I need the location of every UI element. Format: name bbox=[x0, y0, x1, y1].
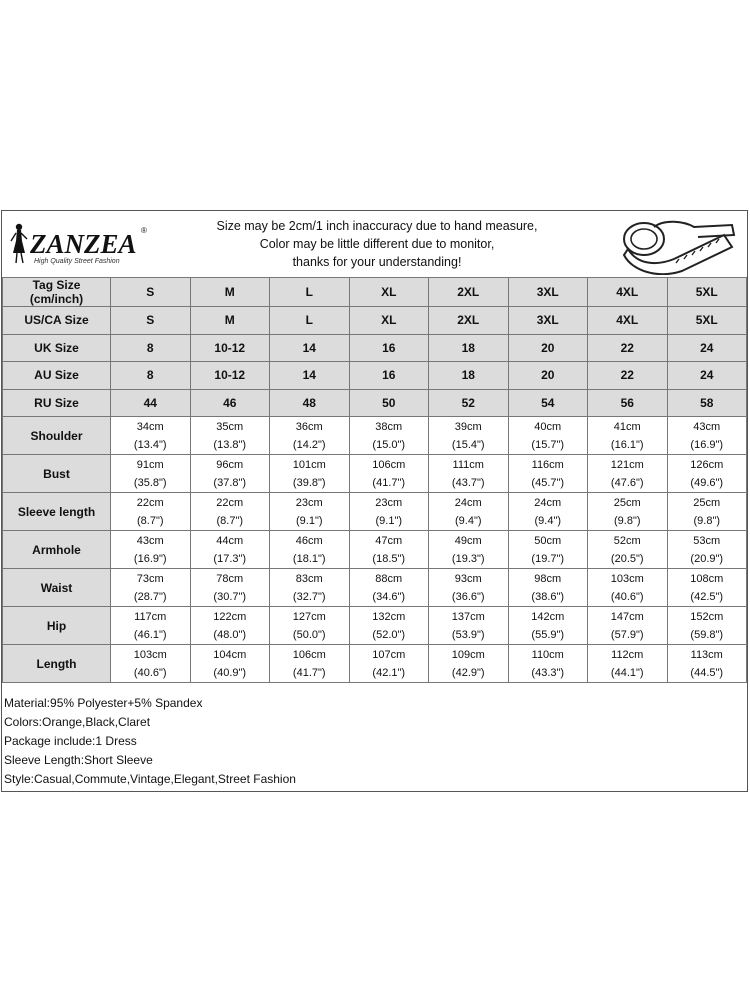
cm-value: 103cm bbox=[133, 648, 167, 661]
row-label: US/CA Size bbox=[3, 307, 111, 335]
inch-value: (40.6") bbox=[133, 666, 167, 679]
cm-value: 43cm bbox=[693, 420, 721, 433]
inch-value: (38.6") bbox=[531, 590, 565, 603]
size-cell: M bbox=[190, 307, 270, 335]
size-cell: 8 bbox=[111, 334, 191, 362]
inch-value: (59.8") bbox=[690, 628, 724, 641]
cm-value: 24cm bbox=[534, 496, 562, 509]
size-cell: XL bbox=[349, 307, 429, 335]
measurement-cell bbox=[349, 531, 429, 569]
size-header-m: M bbox=[190, 278, 270, 307]
inch-value: (30.7") bbox=[213, 590, 247, 603]
inch-value: (42.9") bbox=[451, 666, 485, 679]
inch-value: (9.1") bbox=[375, 514, 403, 527]
inch-value: (34.6") bbox=[372, 590, 406, 603]
cm-value: 83cm bbox=[295, 572, 323, 585]
measurement-cell bbox=[349, 493, 429, 531]
inch-value: (53.9") bbox=[451, 628, 485, 641]
inch-value: (44.1") bbox=[610, 666, 644, 679]
inch-value: (15.4") bbox=[451, 438, 485, 451]
inch-value: (50.0") bbox=[292, 628, 326, 641]
inch-value: (19.3") bbox=[451, 552, 485, 565]
size-cell: 10-12 bbox=[190, 362, 270, 390]
sleeve-info: Sleeve Length:Short Sleeve bbox=[4, 753, 153, 767]
cm-value: 147cm bbox=[610, 610, 644, 623]
cm-value: 91cm bbox=[136, 458, 164, 471]
size-cell: 50 bbox=[349, 389, 429, 417]
measurement-cell bbox=[349, 607, 429, 645]
size-cell: 54 bbox=[508, 389, 588, 417]
inch-value: (57.9") bbox=[610, 628, 644, 641]
inch-value: (9.1") bbox=[295, 514, 323, 527]
notice-line-2: Color may be little different due to monitor, bbox=[259, 237, 495, 251]
table-row bbox=[3, 607, 747, 645]
size-table-body bbox=[3, 278, 747, 683]
measurement-cell bbox=[508, 531, 588, 569]
inch-value: (8.7") bbox=[216, 514, 244, 527]
cm-value: 22cm bbox=[216, 496, 244, 509]
cm-value: 50cm bbox=[534, 534, 562, 547]
cm-value: 22cm bbox=[136, 496, 164, 509]
notice-line-3: thanks for your understanding! bbox=[292, 255, 462, 269]
cm-value: 142cm bbox=[531, 610, 565, 623]
inch-value: (32.7") bbox=[292, 590, 326, 603]
inch-value: (42.5") bbox=[690, 590, 724, 603]
cm-value: 53cm bbox=[693, 534, 721, 547]
size-cell: 4XL bbox=[588, 307, 668, 335]
size-cell: 24 bbox=[667, 362, 747, 390]
brand-tagline: High Quality Street Fashion bbox=[34, 258, 120, 265]
inch-value: (16.9") bbox=[133, 552, 167, 565]
measurement-cell bbox=[508, 569, 588, 607]
measurement-cell bbox=[349, 645, 429, 683]
cm-value: 117cm bbox=[134, 610, 167, 623]
measurement-cell bbox=[111, 493, 191, 531]
measurement-label: Waist bbox=[3, 569, 111, 607]
size-cell: 58 bbox=[667, 389, 747, 417]
measurement-cell bbox=[111, 645, 191, 683]
measurement-cell bbox=[667, 455, 747, 493]
cm-value: 111cm bbox=[452, 458, 484, 471]
inch-value: (9.4") bbox=[454, 514, 482, 527]
cm-value: 73cm bbox=[136, 572, 164, 585]
size-cell: 48 bbox=[270, 389, 350, 417]
inch-value: (18.5") bbox=[372, 552, 406, 565]
measurement-cell bbox=[588, 531, 668, 569]
inch-value: (42.1") bbox=[372, 666, 406, 679]
inch-value: (41.7") bbox=[292, 666, 326, 679]
inch-value: (20.9") bbox=[690, 552, 724, 565]
size-cell: 52 bbox=[429, 389, 509, 417]
measurement-cell bbox=[190, 531, 270, 569]
measurement-cell bbox=[667, 493, 747, 531]
measurement-cell bbox=[588, 645, 668, 683]
measurement-cell bbox=[190, 493, 270, 531]
cm-value: 23cm bbox=[375, 496, 403, 509]
size-cell: 44 bbox=[111, 389, 191, 417]
size-cell: 14 bbox=[270, 334, 350, 362]
cm-value: 126cm bbox=[690, 458, 724, 471]
inch-value: (40.9") bbox=[213, 666, 247, 679]
measurement-cell bbox=[508, 455, 588, 493]
style-info: Style:Casual,Commute,Vintage,Elegant,Street Fashion bbox=[4, 772, 296, 786]
measurement-cell bbox=[429, 531, 509, 569]
material-info: Material:95% Polyester+5% Spandex bbox=[4, 696, 203, 710]
cm-value: 112cm bbox=[611, 648, 644, 661]
size-cell: S bbox=[111, 307, 191, 335]
inch-value: (20.5") bbox=[610, 552, 644, 565]
size-cell: 24 bbox=[667, 334, 747, 362]
measurement-cell bbox=[190, 455, 270, 493]
package-info: Package include:1 Dress bbox=[4, 734, 137, 748]
inch-value: (9.8") bbox=[693, 514, 721, 527]
inch-value: (16.1") bbox=[610, 438, 644, 451]
measurement-cell bbox=[190, 569, 270, 607]
measurement-cell bbox=[111, 607, 191, 645]
inch-value: (45.7") bbox=[531, 476, 565, 489]
cm-value: 38cm bbox=[375, 420, 403, 433]
inch-value: (28.7") bbox=[133, 590, 167, 603]
table-row bbox=[3, 278, 747, 307]
cm-value: 104cm bbox=[213, 648, 247, 661]
cm-value: 88cm bbox=[375, 572, 403, 585]
measurement-cell bbox=[588, 493, 668, 531]
measurement-cell bbox=[190, 607, 270, 645]
measurement-cell bbox=[508, 607, 588, 645]
size-cell: L bbox=[270, 307, 350, 335]
cm-value: 78cm bbox=[216, 572, 244, 585]
cm-value: 106cm bbox=[292, 648, 326, 661]
inch-value: (46.1") bbox=[133, 628, 167, 641]
measurement-cell bbox=[588, 417, 668, 455]
size-chart-header bbox=[2, 211, 747, 278]
inch-value: (14.2") bbox=[292, 438, 326, 451]
cm-value: 122cm bbox=[213, 610, 247, 623]
inch-value: (13.4") bbox=[133, 438, 167, 451]
measurement-cell bbox=[270, 417, 350, 455]
cm-value: 137cm bbox=[451, 610, 485, 623]
cm-value: 23cm bbox=[295, 496, 323, 509]
measurement-cell bbox=[508, 493, 588, 531]
measurement-cell bbox=[270, 607, 350, 645]
cm-value: 25cm bbox=[613, 496, 641, 509]
size-cell: 10-12 bbox=[190, 334, 270, 362]
inch-value: (43.7") bbox=[451, 476, 485, 489]
measurement-cell bbox=[349, 417, 429, 455]
measurement-cell bbox=[667, 645, 747, 683]
measurement-cell bbox=[667, 417, 747, 455]
cm-value: 46cm bbox=[295, 534, 323, 547]
cm-value: 109cm bbox=[451, 648, 485, 661]
size-header-5xl: 5XL bbox=[667, 278, 747, 307]
inch-value: (17.3") bbox=[213, 552, 247, 565]
size-cell: 56 bbox=[588, 389, 668, 417]
inch-value: (49.6") bbox=[690, 476, 724, 489]
measurement-cell bbox=[429, 417, 509, 455]
brand-name: ZANZEA bbox=[30, 229, 137, 259]
measurement-cell bbox=[270, 569, 350, 607]
table-row bbox=[3, 531, 747, 569]
cm-value: 52cm bbox=[613, 534, 641, 547]
inch-value: (52.0") bbox=[372, 628, 406, 641]
cm-value: 93cm bbox=[454, 572, 482, 585]
measurement-label: Armhole bbox=[3, 531, 111, 569]
product-info bbox=[4, 694, 744, 789]
size-cell: 5XL bbox=[667, 307, 747, 335]
size-cell: 18 bbox=[429, 362, 509, 390]
measurement-cell bbox=[667, 531, 747, 569]
table-row bbox=[3, 455, 747, 493]
row-label: AU Size bbox=[3, 362, 111, 390]
measurement-cell bbox=[667, 607, 747, 645]
table-row bbox=[3, 307, 747, 335]
cm-value: 36cm bbox=[295, 420, 323, 433]
measurement-cell bbox=[270, 645, 350, 683]
size-header-3xl: 3XL bbox=[508, 278, 588, 307]
measurement-cell bbox=[349, 569, 429, 607]
inch-value: (44.5") bbox=[690, 666, 724, 679]
size-chart bbox=[1, 210, 748, 792]
measurement-label: Shoulder bbox=[3, 417, 111, 455]
measurement-label: Bust bbox=[3, 455, 111, 493]
colors-info: Colors:Orange,Black,Claret bbox=[4, 715, 151, 729]
table-row bbox=[3, 493, 747, 531]
tag-size-header: Tag Size (cm/inch) bbox=[3, 278, 111, 307]
size-cell: 22 bbox=[588, 334, 668, 362]
measurement-cell bbox=[588, 569, 668, 607]
cm-value: 127cm bbox=[292, 610, 326, 623]
measurement-cell bbox=[111, 455, 191, 493]
cm-value: 101cm bbox=[292, 458, 326, 471]
inch-value: (19.7") bbox=[531, 552, 565, 565]
inch-value: (36.6") bbox=[451, 590, 485, 603]
cm-value: 44cm bbox=[216, 534, 244, 547]
measurement-cell bbox=[588, 455, 668, 493]
table-row bbox=[3, 645, 747, 683]
size-header-s: S bbox=[111, 278, 191, 307]
measurement-cell bbox=[667, 569, 747, 607]
cm-value: 25cm bbox=[693, 496, 721, 509]
inch-value: (35.8") bbox=[133, 476, 167, 489]
table-row bbox=[3, 417, 747, 455]
size-header-4xl: 4XL bbox=[588, 278, 668, 307]
inch-value: (43.3") bbox=[531, 666, 565, 679]
measurement-cell bbox=[508, 645, 588, 683]
inch-value: (16.9") bbox=[690, 438, 724, 451]
measurement-cell bbox=[270, 493, 350, 531]
measurement-cell bbox=[111, 531, 191, 569]
inch-value: (8.7") bbox=[136, 514, 164, 527]
size-cell: 8 bbox=[111, 362, 191, 390]
cm-value: 43cm bbox=[136, 534, 164, 547]
size-cell: 16 bbox=[349, 334, 429, 362]
size-cell: 16 bbox=[349, 362, 429, 390]
measurement-label: Sleeve length bbox=[3, 493, 111, 531]
size-cell: 22 bbox=[588, 362, 668, 390]
cm-value: 34cm bbox=[136, 420, 164, 433]
inch-value: (13.8") bbox=[213, 438, 247, 451]
cm-value: 108cm bbox=[690, 572, 724, 585]
measurement-cell bbox=[429, 607, 509, 645]
measuring-tape-icon bbox=[614, 213, 742, 275]
cm-value: 152cm bbox=[690, 610, 724, 623]
inch-value: (47.6") bbox=[610, 476, 644, 489]
cm-value: 41cm bbox=[613, 420, 641, 433]
measurement-cell bbox=[588, 607, 668, 645]
cm-value: 121cm bbox=[610, 458, 644, 471]
cm-value: 107cm bbox=[372, 648, 406, 661]
cm-value: 47cm bbox=[375, 534, 403, 547]
inch-value: (9.4") bbox=[534, 514, 562, 527]
inch-value: (15.0") bbox=[372, 438, 406, 451]
cm-value: 116cm bbox=[531, 458, 564, 471]
cm-value: 35cm bbox=[216, 420, 244, 433]
measurement-cell bbox=[111, 417, 191, 455]
table-row bbox=[3, 362, 747, 390]
size-cell: 3XL bbox=[508, 307, 588, 335]
inch-value: (41.7") bbox=[372, 476, 406, 489]
measurement-cell bbox=[429, 455, 509, 493]
measurement-cell bbox=[349, 455, 429, 493]
size-cell: 46 bbox=[190, 389, 270, 417]
cm-value: 40cm bbox=[534, 420, 562, 433]
measurement-cell bbox=[270, 455, 350, 493]
size-header-xl: XL bbox=[349, 278, 429, 307]
measurement-cell bbox=[429, 569, 509, 607]
size-cell: 2XL bbox=[429, 307, 509, 335]
inch-value: (55.9") bbox=[531, 628, 565, 641]
cm-value: 49cm bbox=[454, 534, 482, 547]
measurement-cell bbox=[190, 417, 270, 455]
registered-mark: ® bbox=[141, 226, 147, 235]
brand-logo bbox=[8, 215, 158, 273]
inch-value: (39.8") bbox=[292, 476, 326, 489]
inch-value: (48.0") bbox=[213, 628, 247, 641]
inch-value: (18.1") bbox=[292, 552, 326, 565]
size-header-2xl: 2XL bbox=[429, 278, 509, 307]
cm-value: 110cm bbox=[531, 648, 564, 661]
measurement-cell bbox=[429, 645, 509, 683]
cm-value: 106cm bbox=[372, 458, 406, 471]
measurement-cell bbox=[270, 531, 350, 569]
inch-value: (40.6") bbox=[610, 590, 644, 603]
cm-value: 96cm bbox=[216, 458, 244, 471]
row-label: UK Size bbox=[3, 334, 111, 362]
cm-value: 103cm bbox=[610, 572, 644, 585]
cm-value: 39cm bbox=[454, 420, 482, 433]
inch-value: (15.7") bbox=[531, 438, 565, 451]
table-row bbox=[3, 334, 747, 362]
measurement-cell bbox=[190, 645, 270, 683]
row-label: RU Size bbox=[3, 389, 111, 417]
measurement-notice bbox=[182, 217, 572, 271]
size-table bbox=[2, 277, 747, 683]
measurement-cell bbox=[429, 493, 509, 531]
measurement-cell bbox=[111, 569, 191, 607]
size-header-l: L bbox=[270, 278, 350, 307]
cm-value: 98cm bbox=[534, 572, 562, 585]
measurement-label: Hip bbox=[3, 607, 111, 645]
cm-value: 113cm bbox=[690, 648, 723, 661]
table-row bbox=[3, 389, 747, 417]
measurement-cell bbox=[508, 417, 588, 455]
size-cell: 20 bbox=[508, 334, 588, 362]
size-cell: 14 bbox=[270, 362, 350, 390]
size-cell: 20 bbox=[508, 362, 588, 390]
size-cell: 18 bbox=[429, 334, 509, 362]
measurement-label: Length bbox=[3, 645, 111, 683]
cm-value: 24cm bbox=[454, 496, 482, 509]
inch-value: (9.8") bbox=[613, 514, 641, 527]
cm-value: 132cm bbox=[372, 610, 406, 623]
inch-value: (37.8") bbox=[213, 476, 247, 489]
notice-line-1: Size may be 2cm/1 inch inaccuracy due to hand measure, bbox=[216, 219, 538, 233]
table-row bbox=[3, 569, 747, 607]
